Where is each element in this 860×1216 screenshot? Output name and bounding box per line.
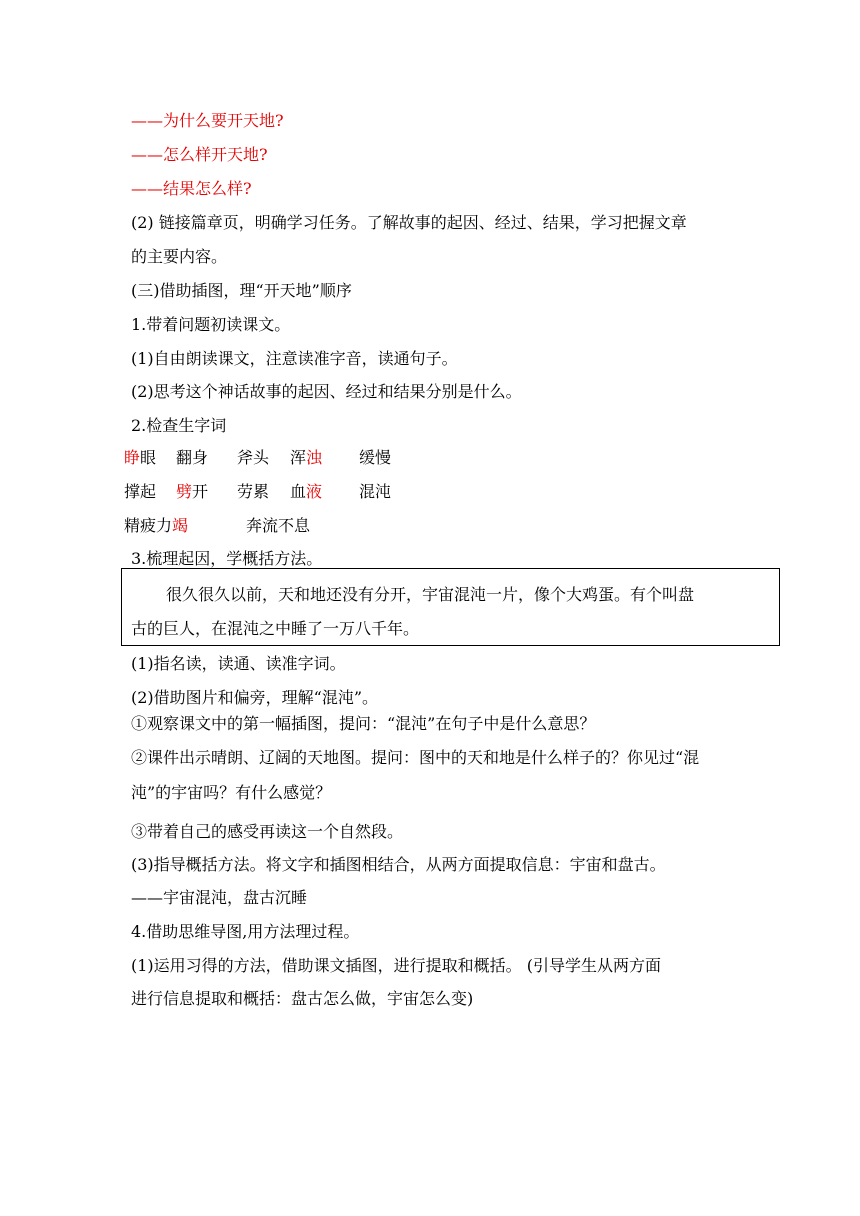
item4-heading: 4.借助思维导图,用方法理过程。 xyxy=(131,922,360,941)
section3-title: (三)借助插图，理“开天地”顺序 xyxy=(131,281,352,300)
word-xueye: 血液 xyxy=(290,482,323,501)
item2-heading: 2.检查生字词 xyxy=(131,416,227,435)
word-huanman: 缓慢 xyxy=(359,448,392,467)
item3-sub2: (2)借助图片和偏旁，理解“混沌”。 xyxy=(131,688,379,707)
word-fanshen: 翻身 xyxy=(176,448,209,467)
word-futou: 斧头 xyxy=(237,448,270,467)
question-how: ——怎么样开天地? xyxy=(131,145,268,164)
quote-line1: 很久很久以前，天和地还没有分开，宇宙混沌一片，像个大鸡蛋。有个叫盘 xyxy=(166,585,695,604)
quote-line2: 古的巨人，在混沌之中睡了一万八千年。 xyxy=(131,619,420,638)
item3-circle2-line2: 沌”的宇宙吗？有什么感觉？ xyxy=(131,783,332,802)
item1-heading: 1.带着问题初读课文。 xyxy=(131,315,291,334)
step2-text-line2: 的主要内容。 xyxy=(131,247,228,266)
word-pikai: 劈开 xyxy=(176,482,209,501)
item4-sub1-line2: 进行信息提取和概括：盘古怎么做，宇宙怎么变) xyxy=(131,989,474,1008)
item1-sub2: (2)思考这个神话故事的起因、经过和结果分别是什么。 xyxy=(131,382,522,401)
word-hundun: 混沌 xyxy=(359,482,392,501)
item3-sub1: (1)指名读，读通、读准字词。 xyxy=(131,654,346,673)
item3-sub3: (3)指导概括方法。将文字和插图相结合，从两方面提取信息：宇宙和盘古。 xyxy=(131,855,666,874)
step2-text-line1: (2) 链接篇章页，明确学习任务。了解故事的起因、经过、结果，学习把握文章 xyxy=(131,213,687,232)
word-chengqi: 撑起 xyxy=(124,482,157,501)
word-jingpilijie: 精疲力竭 xyxy=(124,516,189,535)
item3-circle3: ③带着自己的感受再读这一个自然段。 xyxy=(131,822,404,841)
item3-summary: ——宇宙混沌，盘古沉睡 xyxy=(131,888,308,907)
word-hunzhuo: 浑浊 xyxy=(290,448,323,467)
word-benliubuxi: 奔流不息 xyxy=(246,516,311,535)
word-zhengyan: 睁眼 xyxy=(124,448,157,467)
word-laolei: 劳累 xyxy=(237,482,270,501)
item4-sub1-line1: (1)运用习得的方法，借助课文插图，进行提取和概括。 (引导学生从两方面 xyxy=(131,956,661,975)
item1-sub1: (1)自由朗读课文，注意读准字音，读通句子。 xyxy=(131,349,458,368)
item3-circle1: ①观察课文中的第一幅插图，提问：“混沌”在句子中是什么意思？ xyxy=(131,714,596,733)
item3-circle2-line1: ②课件出示晴朗、辽阔的天地图。提问：图中的天和地是什么样子的？你见过“混 xyxy=(131,748,700,767)
question-result: ——结果怎么样? xyxy=(131,179,252,198)
question-why: ——为什么要开天地? xyxy=(131,111,284,130)
item3-heading: 3.梳理起因，学概括方法。 xyxy=(131,549,323,568)
